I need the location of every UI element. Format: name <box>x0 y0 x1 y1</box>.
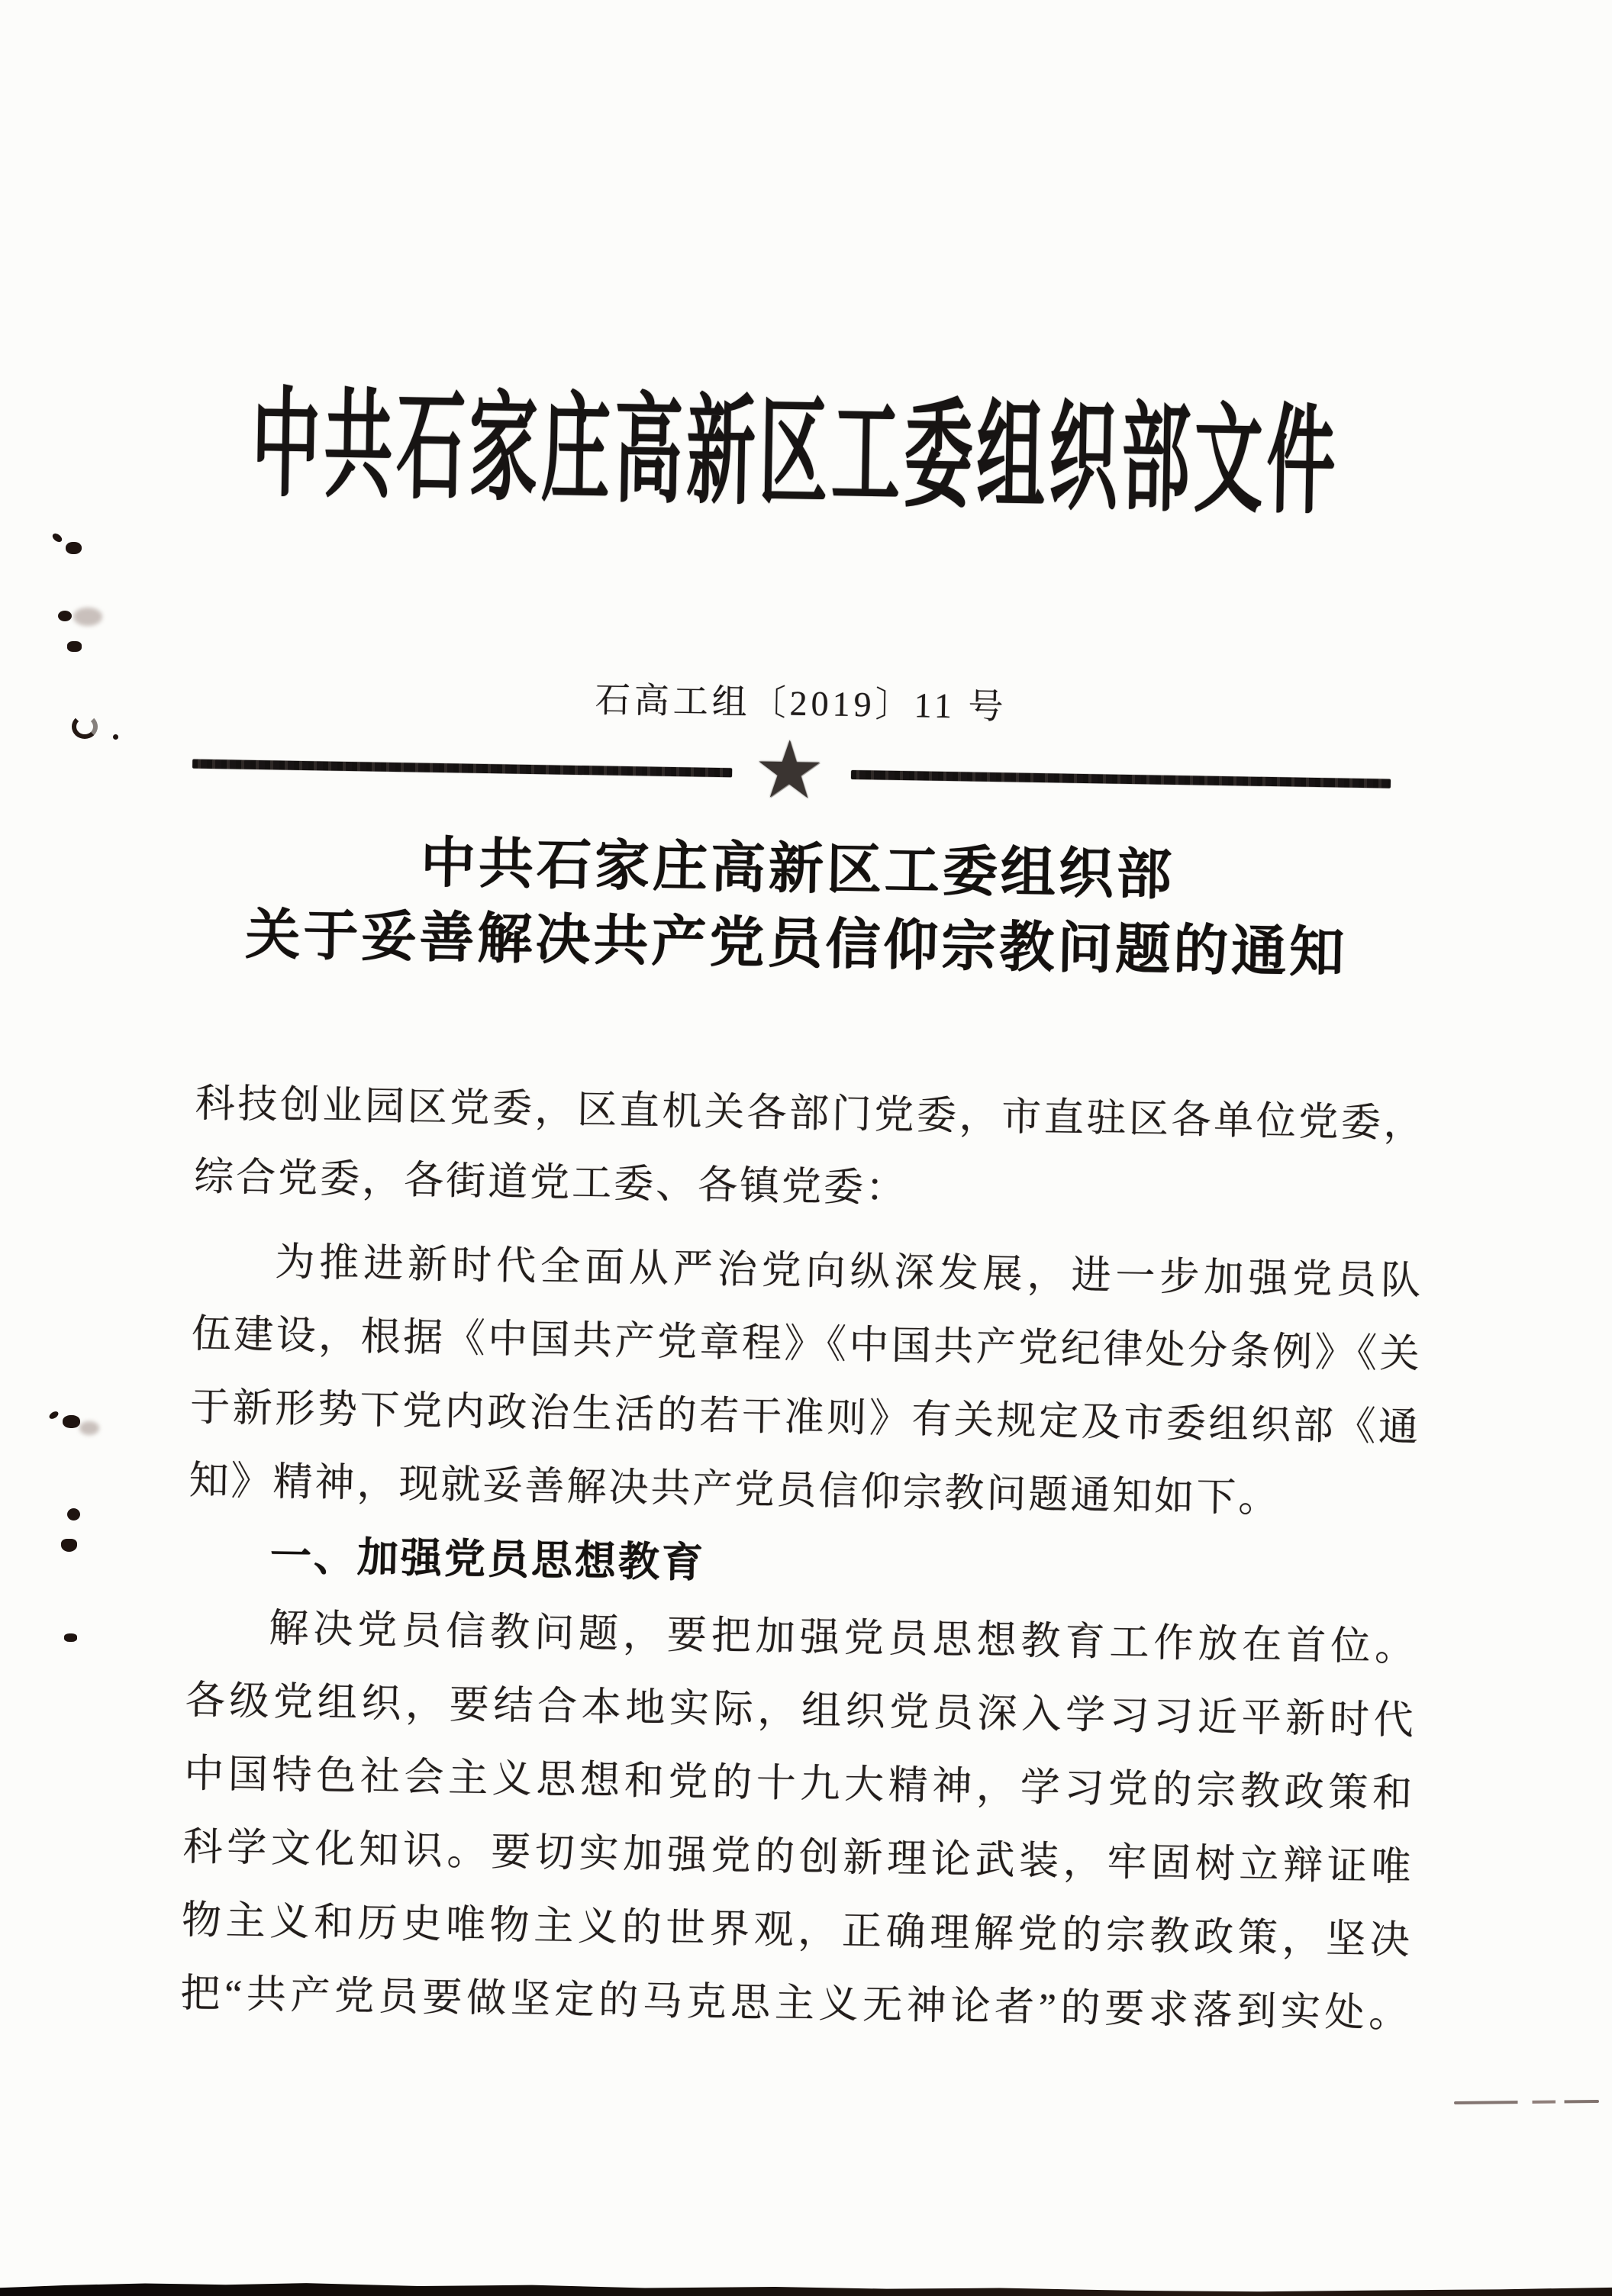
ink-smudge <box>73 608 102 626</box>
text-line: 知》精神，现就妥善解决共产党员信仰宗教问题通知如下。 <box>189 1459 1281 1521</box>
notice-title-line: 中共石家庄高新区工委组织部 <box>420 832 1175 906</box>
ink-ring-mark <box>72 714 98 739</box>
text-line: 科学文化知识。要切实加强党的创新理论武装，牢固树立辩证唯 <box>182 1825 1414 1890</box>
body-text-column <box>180 1068 1427 2052</box>
notice-title-line: 关于妥善解决共产党员信仰宗教问题的通知 <box>244 904 1348 984</box>
ink-speck <box>63 1415 80 1428</box>
star-icon: ★ <box>753 726 826 816</box>
divider-line-left <box>192 759 732 778</box>
text-line: 为推进新时代全面从严治党向纵深发展，进一步加强党员队 <box>274 1240 1423 1304</box>
body-block <box>180 1225 1423 2052</box>
text-line: 解决党员信教问题，要把加强党员思想教育工作放在首位。 <box>268 1607 1417 1670</box>
text-line: 一、加强党员思想教育 <box>269 1533 706 1586</box>
divider-line-right <box>851 770 1391 788</box>
ink-speck <box>61 1539 77 1552</box>
text-line: 物主义和历史唯物主义的世界观，正确理解党的宗教政策，坚决 <box>181 1898 1413 1963</box>
text-line: 综合党委，各街道党工委、各镇党委： <box>193 1155 908 1211</box>
masthead-title: 中共石家庄高新区工委组织部文件 <box>250 380 1340 529</box>
ink-speck <box>66 542 82 554</box>
document-number: 石高工组〔2019〕11 号 <box>595 680 1008 727</box>
text-line: 伍建设，根据《中国共产党章程》《中国共产党纪律处分条例》《关 <box>191 1312 1423 1377</box>
ink-speck <box>113 734 118 740</box>
text-line: 各级党组织，要结合本地实际，组织党员深入学习习近平新时代 <box>185 1678 1417 1743</box>
text-line: 中国特色社会主义思想和党的十九大精神，学习党的宗教政策和 <box>183 1752 1415 1817</box>
ink-speck <box>67 1508 80 1520</box>
ink-speck <box>67 641 82 652</box>
notice-title <box>0 818 1604 995</box>
salutation-block <box>193 1068 1426 1235</box>
ink-speck <box>58 611 72 621</box>
text-line: 科技创业园区党委，区直机关各部门党委，市直驻区各单位党委， <box>195 1082 1427 1146</box>
text-line: 于新形势下党内政治生活的若干准则》有关规定及市委组织部《通 <box>189 1385 1421 1450</box>
ink-smudge <box>79 1421 99 1435</box>
text-line: 把“共产党员要做坚定的马克思主义无神论者”的要求落到实处。 <box>179 1972 1411 2036</box>
ink-speck <box>64 1633 77 1642</box>
